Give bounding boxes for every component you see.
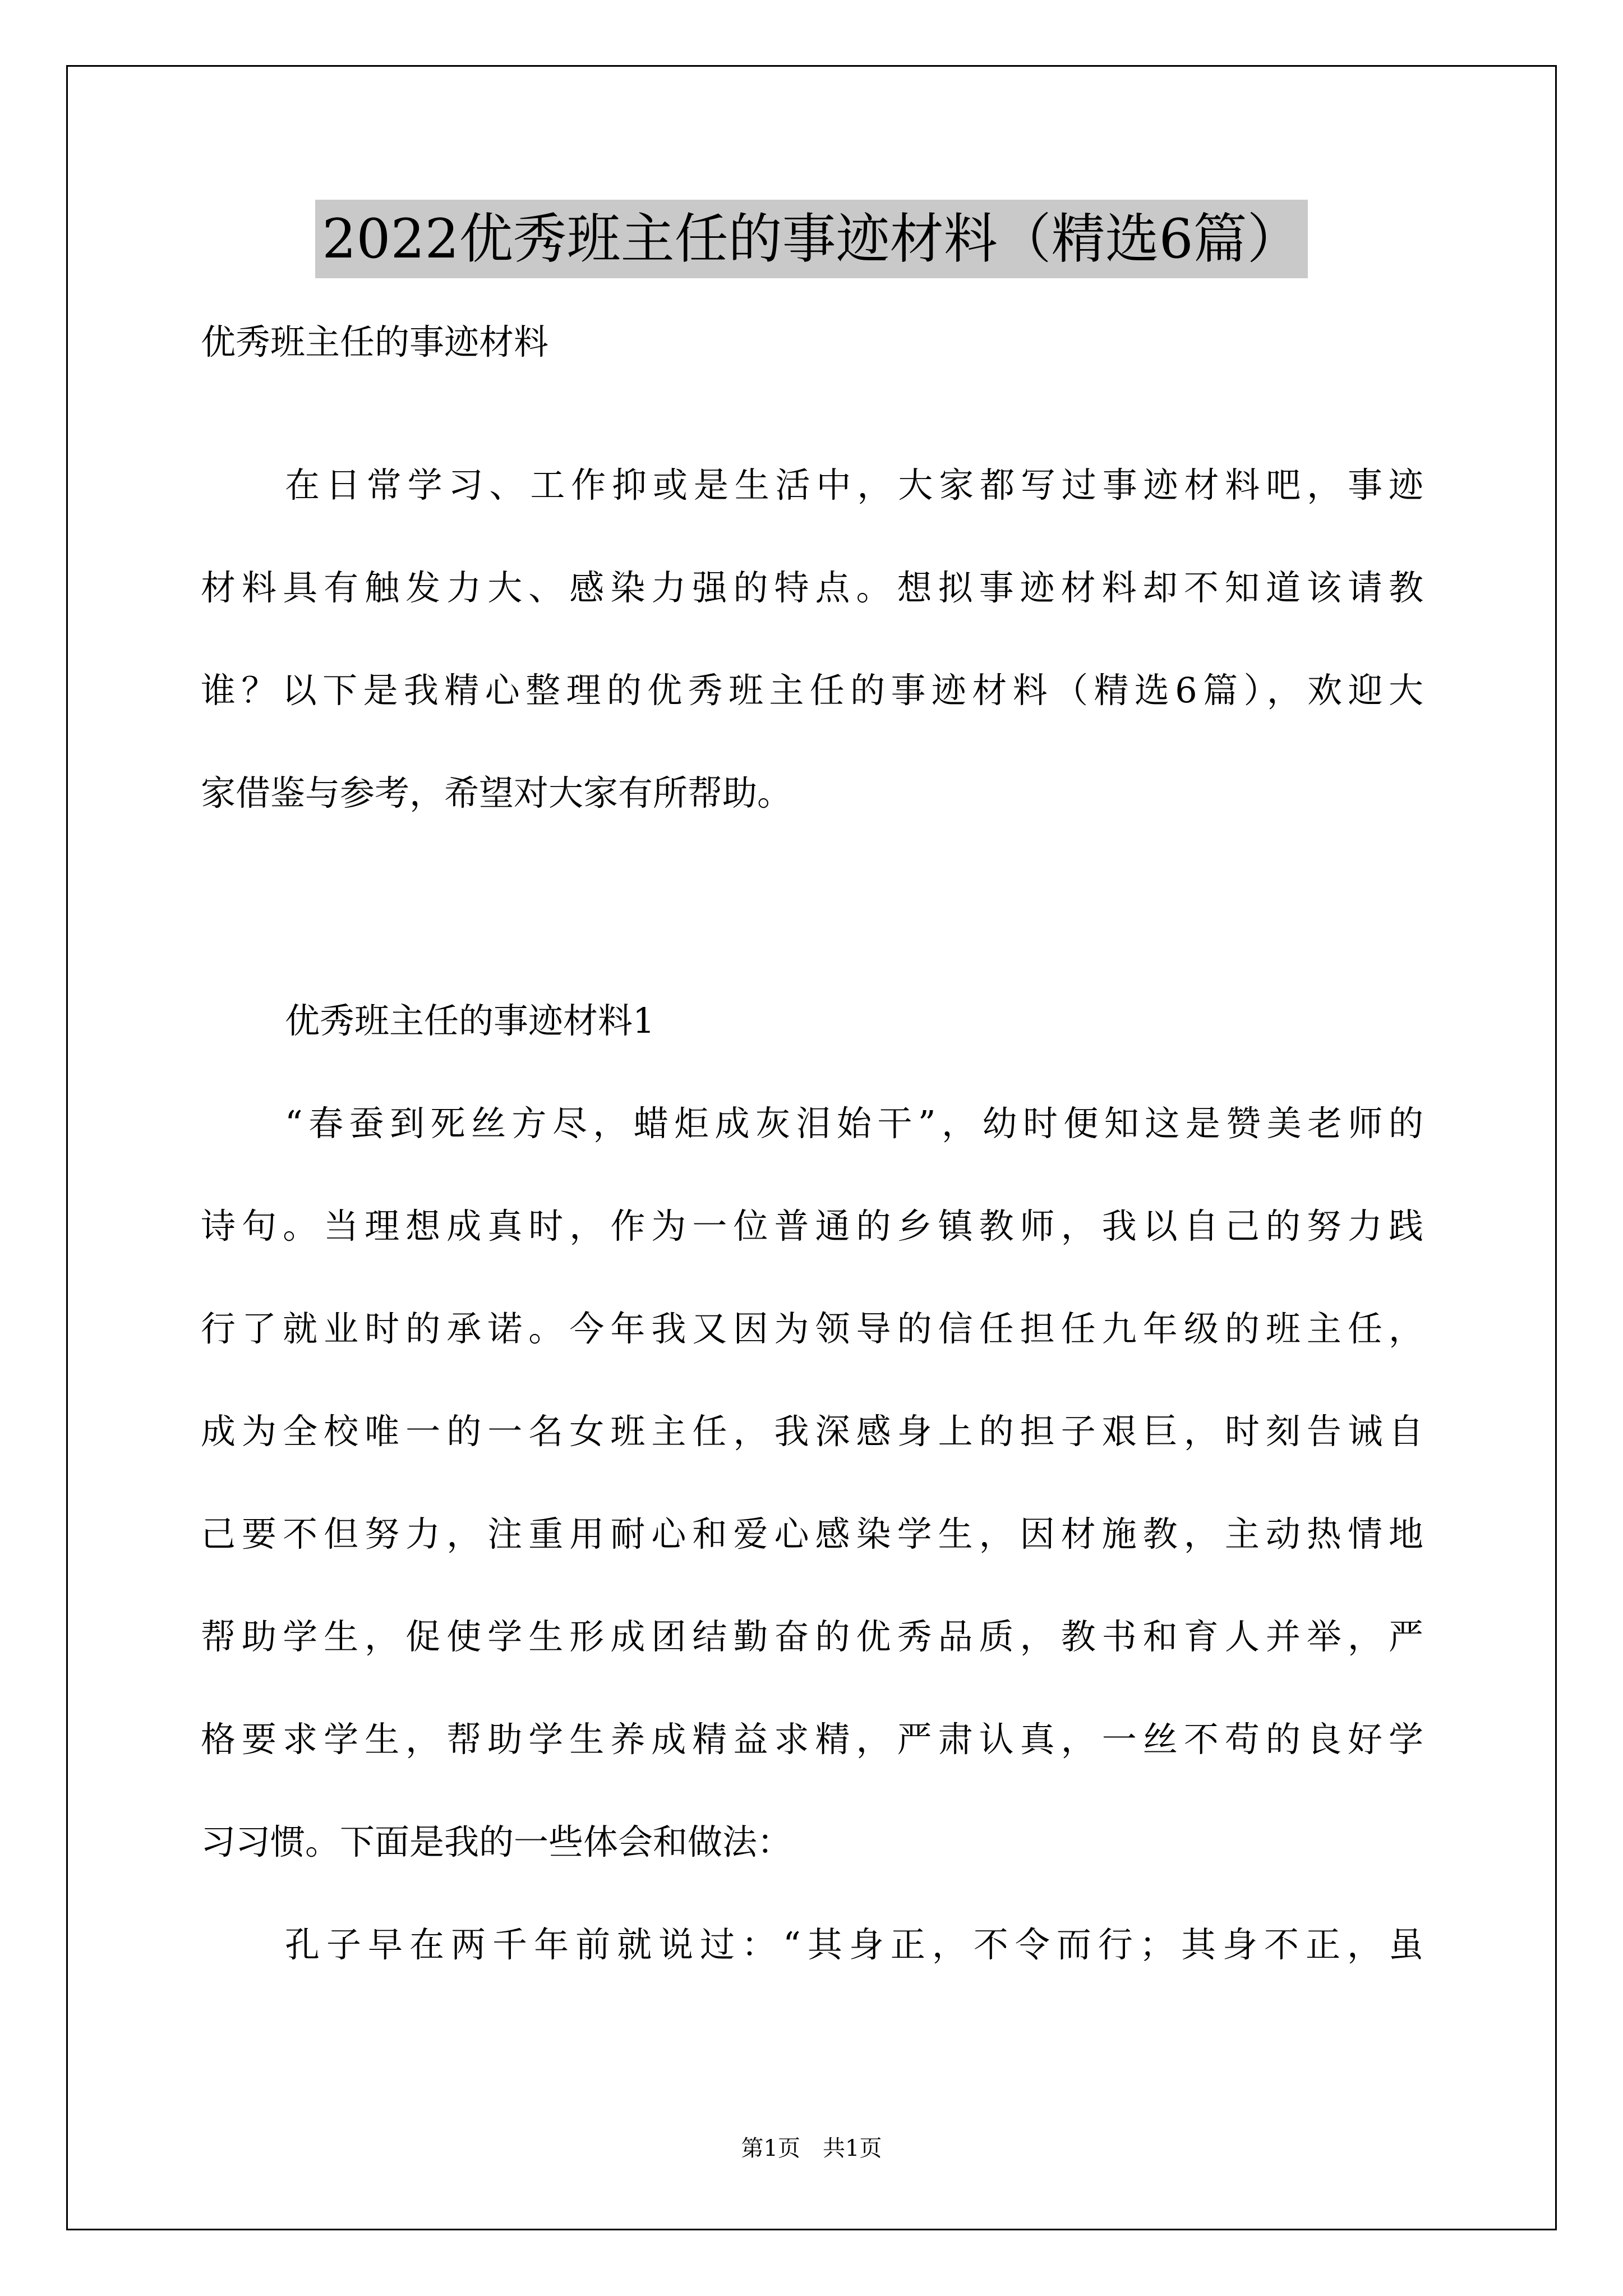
body-line-5: 己要不但努力，注重用耐心和爱心感染学生，因材施教，主动热情地 <box>201 1513 1423 1554</box>
body-line-9: 孔子早在两千年前就说过：“其身正，不令而行；其身不正，虽 <box>285 1924 1423 1965</box>
body-line-6: 帮助学生，促使学生形成团结勤奋的优秀品质，教书和育人并举，严 <box>201 1616 1423 1657</box>
body-line-3: 行了就业时的承诺。今年我又因为领导的信任担任九年级的班主任， <box>201 1308 1423 1349</box>
intro-line-2: 材料具有触发力大、感染力强的特点。想拟事迹材料却不知道该请教 <box>201 567 1423 608</box>
page-footer: 第1页 共1页 <box>741 2136 882 2161</box>
section-heading: 优秀班主任的事迹材料1 <box>285 1000 655 1041</box>
title-container <box>0 200 1623 278</box>
intro-line-1: 在日常学习、工作抑或是生活中，大家都写过事迹材料吧，事迹 <box>285 464 1423 505</box>
intro-line-4: 家借鉴与参考，希望对大家有所帮助。 <box>201 772 792 813</box>
intro-line-3: 谁？以下是我精心整理的优秀班主任的事迹材料（精选6篇），欢迎大 <box>201 670 1423 711</box>
document-title: 2022优秀班主任的事迹材料（精选6篇） <box>315 200 1307 278</box>
body-line-1: “春蚕到死丝方尽，蜡炬成灰泪始干”，幼时便知这是赞美老师的 <box>285 1103 1423 1144</box>
body-line-2: 诗句。当理想成真时，作为一位普通的乡镇教师，我以自己的努力践 <box>201 1205 1423 1246</box>
body-line-8: 习习惯。下面是我的一些体会和做法： <box>201 1821 792 1862</box>
subtitle: 优秀班主任的事迹材料 <box>201 321 549 362</box>
body-line-4: 成为全校唯一的一名女班主任，我深感身上的担子艰巨，时刻告诫自 <box>201 1411 1423 1452</box>
body-line-7: 格要求学生，帮助学生养成精益求精，严肃认真，一丝不苟的良好学 <box>201 1719 1423 1760</box>
